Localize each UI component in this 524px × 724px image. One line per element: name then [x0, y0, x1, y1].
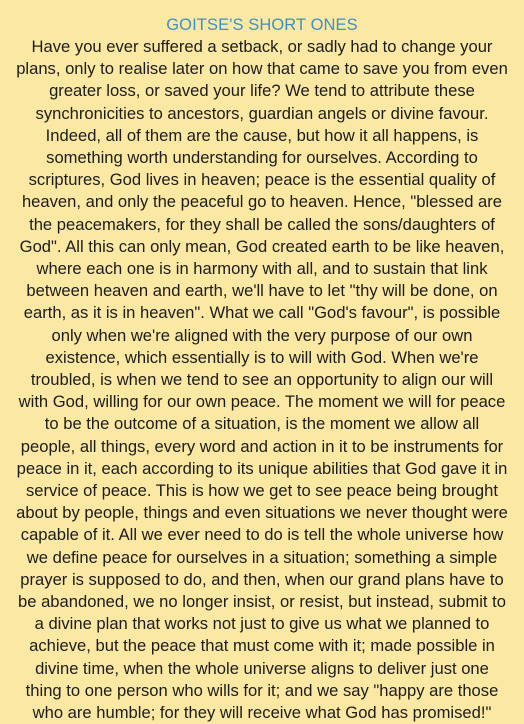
body-line: we define peace for ourselves in a situation; something a simple [26, 547, 498, 567]
body-line: where each one is in harmony with all, and to sustain that link [36, 259, 488, 279]
body-line: plans, only to realise later on how that came to save you from even [16, 59, 508, 79]
body-line: capable of it. All we ever need to do is tell the whole universe how [20, 525, 504, 545]
body-line: divine time, when the whole universe aligns to deliver just one [35, 658, 489, 678]
body-line: with God, willing for our own peace. The moment we will for peace [18, 392, 506, 412]
body-line: a divine plan that works not just to give us what we planned to [34, 614, 490, 634]
body-line: the peacemakers, for they shall be called the sons/daughters of [29, 214, 495, 234]
body-line: to be the outcome of a situation, is the moment we allow all [44, 414, 480, 434]
body-line: between heaven and earth, we'll have to let "thy will be done, on [26, 281, 498, 301]
body-line: people, all things, every word and action in it to be instruments for [20, 436, 504, 456]
body-line: achieve, but the peace that must come with it; made possible in [29, 636, 495, 656]
post-title: GOITSE'S SHORT ONES [166, 16, 358, 34]
body-line: heaven, and only the peaceful go to heaven. Hence, "blessed are [21, 192, 503, 212]
body-line: synchronicities to ancestors, guardian angels or divine favour. [35, 103, 489, 123]
body-line: earth, as it is in heaven". What we call "God's favour", is possible [23, 303, 501, 323]
body-line: troubled, is when we tend to see an opportunity to align our will [30, 370, 494, 390]
post-body [6, 36, 518, 724]
body-line: God". All this can only mean, God created earth to be like heaven, [19, 236, 505, 256]
body-line: only when we're aligned with the very purpose of our own [51, 325, 473, 345]
body-line: Have you ever suffered a setback, or sadly had to change your [31, 37, 493, 56]
body-line: Indeed, all of them are the cause, but how it all happens, is [45, 125, 479, 145]
body-line: scriptures, God lives in heaven; peace is the essential quality of [28, 170, 496, 190]
body-line: existence, which essentially is to will with God. When we're [45, 347, 479, 367]
body-line: service of peace. This is how we get to see peace being brought [26, 481, 498, 501]
body-line: be abandoned, we no longer insist, or resist, but instead, submit to [18, 592, 506, 612]
body-line: about by people, things and even situations we never thought were [16, 503, 508, 523]
body-line: prayer is supposed to do, and then, when our grand plans have to [20, 569, 504, 589]
body-line: who are humble; for they will receive what God has promised!" [32, 703, 492, 723]
body-line: greater loss, or saved your life? We tend to attribute these [49, 81, 475, 101]
body-line: peace in it, each according to its unique abilities that God gave it in [16, 458, 508, 478]
body-line: something worth understanding for ourselves. According to [46, 148, 478, 168]
body-line: thing to one person who wills for it; and we say "happy are those [25, 680, 499, 700]
